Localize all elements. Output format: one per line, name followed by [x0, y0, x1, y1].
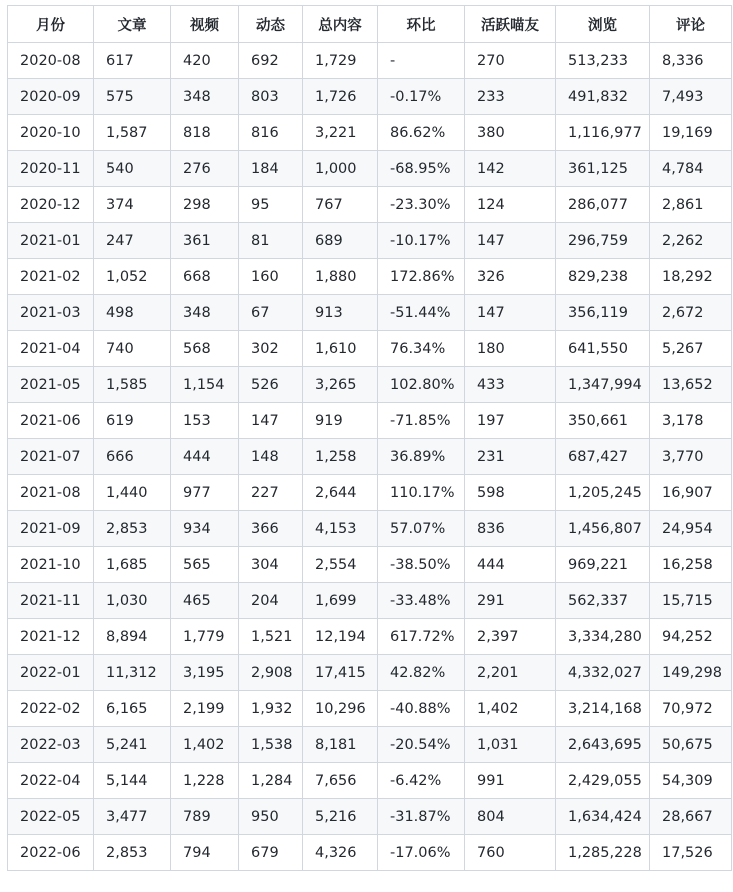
- cell-total-content: 689: [303, 223, 378, 259]
- cell-total-content: 2,644: [303, 475, 378, 511]
- cell-articles: 1,685: [94, 547, 171, 583]
- cell-active-users: 1,031: [465, 727, 556, 763]
- cell-videos: 1,228: [171, 763, 239, 799]
- cell-videos: 568: [171, 331, 239, 367]
- cell-active-users: 804: [465, 799, 556, 835]
- cell-articles: 2,853: [94, 511, 171, 547]
- cell-videos: 818: [171, 115, 239, 151]
- cell-articles: 1,440: [94, 475, 171, 511]
- cell-mom-change: 172.86%: [378, 259, 465, 295]
- table-row: [8, 79, 732, 115]
- cell-month: 2021-03: [8, 295, 94, 331]
- cell-mom-change: 42.82%: [378, 655, 465, 691]
- cell-views: 1,116,977: [556, 115, 650, 151]
- cell-views: 3,214,168: [556, 691, 650, 727]
- cell-posts: 184: [239, 151, 303, 187]
- cell-views: 513,233: [556, 43, 650, 79]
- cell-views: 286,077: [556, 187, 650, 223]
- cell-articles: 617: [94, 43, 171, 79]
- cell-month: 2022-04: [8, 763, 94, 799]
- cell-videos: 276: [171, 151, 239, 187]
- cell-articles: 498: [94, 295, 171, 331]
- cell-posts: 160: [239, 259, 303, 295]
- cell-total-content: 1,000: [303, 151, 378, 187]
- cell-active-users: 142: [465, 151, 556, 187]
- cell-posts: 147: [239, 403, 303, 439]
- cell-active-users: 180: [465, 331, 556, 367]
- cell-comments: 3,770: [650, 439, 732, 475]
- cell-comments: 2,672: [650, 295, 732, 331]
- column-header-posts: 动态: [239, 6, 303, 43]
- table-row: [8, 691, 732, 727]
- cell-active-users: 2,201: [465, 655, 556, 691]
- cell-comments: 13,652: [650, 367, 732, 403]
- cell-active-users: 598: [465, 475, 556, 511]
- cell-month: 2021-02: [8, 259, 94, 295]
- cell-articles: 575: [94, 79, 171, 115]
- cell-total-content: 5,216: [303, 799, 378, 835]
- cell-views: 2,429,055: [556, 763, 650, 799]
- cell-articles: 740: [94, 331, 171, 367]
- cell-mom-change: -40.88%: [378, 691, 465, 727]
- cell-total-content: 1,610: [303, 331, 378, 367]
- column-header-mom-change: 环比: [378, 6, 465, 43]
- cell-mom-change: -33.48%: [378, 583, 465, 619]
- table-row: [8, 511, 732, 547]
- cell-comments: 54,309: [650, 763, 732, 799]
- table-row: [8, 223, 732, 259]
- cell-comments: 8,336: [650, 43, 732, 79]
- cell-comments: 2,861: [650, 187, 732, 223]
- cell-total-content: 913: [303, 295, 378, 331]
- cell-month: 2021-12: [8, 619, 94, 655]
- cell-month: 2020-12: [8, 187, 94, 223]
- header-row: [8, 6, 732, 43]
- table-row: [8, 403, 732, 439]
- cell-articles: 374: [94, 187, 171, 223]
- cell-views: 4,332,027: [556, 655, 650, 691]
- cell-videos: 348: [171, 295, 239, 331]
- cell-posts: 302: [239, 331, 303, 367]
- cell-posts: 95: [239, 187, 303, 223]
- cell-mom-change: -51.44%: [378, 295, 465, 331]
- cell-mom-change: -0.17%: [378, 79, 465, 115]
- cell-articles: 2,853: [94, 835, 171, 871]
- cell-active-users: 197: [465, 403, 556, 439]
- cell-articles: 1,052: [94, 259, 171, 295]
- cell-comments: 16,258: [650, 547, 732, 583]
- cell-views: 361,125: [556, 151, 650, 187]
- cell-mom-change: -10.17%: [378, 223, 465, 259]
- cell-total-content: 4,326: [303, 835, 378, 871]
- cell-mom-change: -23.30%: [378, 187, 465, 223]
- cell-videos: 1,402: [171, 727, 239, 763]
- cell-posts: 148: [239, 439, 303, 475]
- cell-active-users: 1,402: [465, 691, 556, 727]
- cell-mom-change: -31.87%: [378, 799, 465, 835]
- table-row: [8, 115, 732, 151]
- cell-posts: 692: [239, 43, 303, 79]
- cell-total-content: 10,296: [303, 691, 378, 727]
- cell-posts: 1,538: [239, 727, 303, 763]
- cell-views: 356,119: [556, 295, 650, 331]
- cell-views: 1,347,994: [556, 367, 650, 403]
- cell-comments: 149,298: [650, 655, 732, 691]
- cell-comments: 17,526: [650, 835, 732, 871]
- table-row: [8, 475, 732, 511]
- cell-total-content: 3,265: [303, 367, 378, 403]
- cell-posts: 1,284: [239, 763, 303, 799]
- cell-mom-change: -17.06%: [378, 835, 465, 871]
- cell-videos: 465: [171, 583, 239, 619]
- cell-month: 2021-07: [8, 439, 94, 475]
- cell-views: 687,427: [556, 439, 650, 475]
- cell-active-users: 291: [465, 583, 556, 619]
- cell-views: 491,832: [556, 79, 650, 115]
- cell-active-users: 991: [465, 763, 556, 799]
- cell-views: 2,643,695: [556, 727, 650, 763]
- cell-total-content: 17,415: [303, 655, 378, 691]
- cell-total-content: 767: [303, 187, 378, 223]
- cell-posts: 227: [239, 475, 303, 511]
- table-row: [8, 439, 732, 475]
- cell-articles: 1,585: [94, 367, 171, 403]
- cell-comments: 16,907: [650, 475, 732, 511]
- cell-active-users: 433: [465, 367, 556, 403]
- cell-total-content: 1,258: [303, 439, 378, 475]
- cell-comments: 70,972: [650, 691, 732, 727]
- cell-articles: 5,241: [94, 727, 171, 763]
- cell-comments: 50,675: [650, 727, 732, 763]
- cell-active-users: 2,397: [465, 619, 556, 655]
- column-header-total-content: 总内容: [303, 6, 378, 43]
- cell-total-content: 1,729: [303, 43, 378, 79]
- cell-posts: 1,932: [239, 691, 303, 727]
- cell-videos: 794: [171, 835, 239, 871]
- cell-videos: 565: [171, 547, 239, 583]
- cell-mom-change: 76.34%: [378, 331, 465, 367]
- cell-comments: 94,252: [650, 619, 732, 655]
- cell-month: 2022-01: [8, 655, 94, 691]
- cell-month: 2020-11: [8, 151, 94, 187]
- column-header-month: 月份: [8, 6, 94, 43]
- cell-videos: 1,154: [171, 367, 239, 403]
- cell-videos: 2,199: [171, 691, 239, 727]
- table-row: [8, 43, 732, 79]
- cell-articles: 540: [94, 151, 171, 187]
- table-row: [8, 655, 732, 691]
- cell-active-users: 233: [465, 79, 556, 115]
- cell-articles: 1,030: [94, 583, 171, 619]
- cell-views: 1,634,424: [556, 799, 650, 835]
- cell-active-users: 380: [465, 115, 556, 151]
- cell-mom-change: -20.54%: [378, 727, 465, 763]
- cell-active-users: 124: [465, 187, 556, 223]
- cell-views: 1,285,228: [556, 835, 650, 871]
- cell-videos: 934: [171, 511, 239, 547]
- table-row: [8, 151, 732, 187]
- cell-total-content: 1,726: [303, 79, 378, 115]
- cell-videos: 3,195: [171, 655, 239, 691]
- cell-views: 969,221: [556, 547, 650, 583]
- cell-month: 2021-10: [8, 547, 94, 583]
- cell-month: 2021-08: [8, 475, 94, 511]
- cell-total-content: 3,221: [303, 115, 378, 151]
- cell-active-users: 147: [465, 295, 556, 331]
- cell-views: 3,334,280: [556, 619, 650, 655]
- cell-comments: 19,169: [650, 115, 732, 151]
- cell-articles: 247: [94, 223, 171, 259]
- cell-posts: 204: [239, 583, 303, 619]
- cell-comments: 3,178: [650, 403, 732, 439]
- table-row: [8, 187, 732, 223]
- cell-articles: 5,144: [94, 763, 171, 799]
- cell-posts: 67: [239, 295, 303, 331]
- cell-mom-change: 86.62%: [378, 115, 465, 151]
- table-row: [8, 763, 732, 799]
- cell-articles: 666: [94, 439, 171, 475]
- cell-active-users: 444: [465, 547, 556, 583]
- cell-views: 1,456,807: [556, 511, 650, 547]
- cell-comments: 18,292: [650, 259, 732, 295]
- cell-month: 2021-05: [8, 367, 94, 403]
- cell-posts: 1,521: [239, 619, 303, 655]
- cell-posts: 816: [239, 115, 303, 151]
- cell-articles: 11,312: [94, 655, 171, 691]
- column-header-comments: 评论: [650, 6, 732, 43]
- cell-mom-change: -6.42%: [378, 763, 465, 799]
- cell-articles: 619: [94, 403, 171, 439]
- cell-views: 641,550: [556, 331, 650, 367]
- cell-articles: 1,587: [94, 115, 171, 151]
- cell-articles: 3,477: [94, 799, 171, 835]
- cell-total-content: 7,656: [303, 763, 378, 799]
- cell-posts: 803: [239, 79, 303, 115]
- cell-mom-change: -68.95%: [378, 151, 465, 187]
- table-row: [8, 259, 732, 295]
- cell-month: 2022-02: [8, 691, 94, 727]
- cell-month: 2022-03: [8, 727, 94, 763]
- cell-views: 562,337: [556, 583, 650, 619]
- column-header-views: 浏览: [556, 6, 650, 43]
- cell-articles: 8,894: [94, 619, 171, 655]
- cell-active-users: 836: [465, 511, 556, 547]
- cell-month: 2021-04: [8, 331, 94, 367]
- cell-videos: 298: [171, 187, 239, 223]
- cell-month: 2022-06: [8, 835, 94, 871]
- cell-mom-change: -71.85%: [378, 403, 465, 439]
- table-row: [8, 367, 732, 403]
- cell-month: 2020-09: [8, 79, 94, 115]
- cell-active-users: 270: [465, 43, 556, 79]
- cell-comments: 24,954: [650, 511, 732, 547]
- cell-month: 2020-08: [8, 43, 94, 79]
- cell-month: 2021-09: [8, 511, 94, 547]
- table-row: [8, 547, 732, 583]
- cell-month: 2021-01: [8, 223, 94, 259]
- cell-mom-change: -: [378, 43, 465, 79]
- cell-posts: 679: [239, 835, 303, 871]
- cell-comments: 28,667: [650, 799, 732, 835]
- stats-table-container: [7, 5, 732, 871]
- cell-mom-change: 102.80%: [378, 367, 465, 403]
- cell-videos: 420: [171, 43, 239, 79]
- cell-total-content: 919: [303, 403, 378, 439]
- column-header-videos: 视频: [171, 6, 239, 43]
- cell-videos: 444: [171, 439, 239, 475]
- cell-posts: 304: [239, 547, 303, 583]
- cell-posts: 526: [239, 367, 303, 403]
- cell-videos: 1,779: [171, 619, 239, 655]
- cell-mom-change: 617.72%: [378, 619, 465, 655]
- cell-active-users: 326: [465, 259, 556, 295]
- table-row: [8, 619, 732, 655]
- cell-active-users: 760: [465, 835, 556, 871]
- cell-total-content: 8,181: [303, 727, 378, 763]
- cell-comments: 7,493: [650, 79, 732, 115]
- cell-active-users: 147: [465, 223, 556, 259]
- cell-videos: 361: [171, 223, 239, 259]
- cell-posts: 81: [239, 223, 303, 259]
- table-row: [8, 799, 732, 835]
- table-row: [8, 295, 732, 331]
- cell-mom-change: 110.17%: [378, 475, 465, 511]
- cell-views: 296,759: [556, 223, 650, 259]
- table-row: [8, 331, 732, 367]
- cell-month: 2021-11: [8, 583, 94, 619]
- column-header-active-users: 活跃喵友: [465, 6, 556, 43]
- column-header-articles: 文章: [94, 6, 171, 43]
- cell-total-content: 4,153: [303, 511, 378, 547]
- cell-comments: 2,262: [650, 223, 732, 259]
- table-body: [8, 43, 732, 871]
- cell-videos: 668: [171, 259, 239, 295]
- cell-total-content: 1,880: [303, 259, 378, 295]
- cell-mom-change: 36.89%: [378, 439, 465, 475]
- cell-views: 1,205,245: [556, 475, 650, 511]
- cell-comments: 4,784: [650, 151, 732, 187]
- cell-videos: 789: [171, 799, 239, 835]
- monthly-stats-table: [7, 5, 732, 871]
- cell-mom-change: 57.07%: [378, 511, 465, 547]
- cell-videos: 348: [171, 79, 239, 115]
- cell-posts: 950: [239, 799, 303, 835]
- cell-posts: 366: [239, 511, 303, 547]
- cell-active-users: 231: [465, 439, 556, 475]
- table-row: [8, 583, 732, 619]
- cell-month: 2022-05: [8, 799, 94, 835]
- cell-posts: 2,908: [239, 655, 303, 691]
- cell-month: 2021-06: [8, 403, 94, 439]
- cell-month: 2020-10: [8, 115, 94, 151]
- cell-views: 350,661: [556, 403, 650, 439]
- cell-total-content: 1,699: [303, 583, 378, 619]
- cell-total-content: 12,194: [303, 619, 378, 655]
- cell-articles: 6,165: [94, 691, 171, 727]
- table-row: [8, 835, 732, 871]
- cell-videos: 977: [171, 475, 239, 511]
- cell-videos: 153: [171, 403, 239, 439]
- cell-comments: 5,267: [650, 331, 732, 367]
- cell-comments: 15,715: [650, 583, 732, 619]
- cell-mom-change: -38.50%: [378, 547, 465, 583]
- cell-total-content: 2,554: [303, 547, 378, 583]
- table-row: [8, 727, 732, 763]
- cell-views: 829,238: [556, 259, 650, 295]
